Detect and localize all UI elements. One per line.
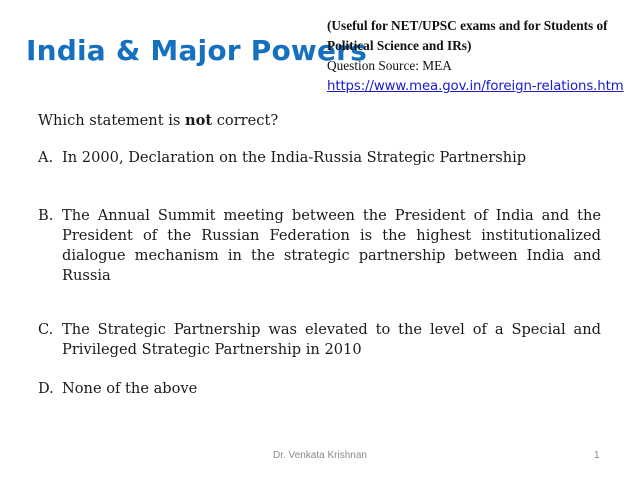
slide-title: India & Major Powers [26, 34, 368, 67]
option-letter: D. [38, 380, 54, 397]
note-usefulness-line2: Political Science and IRs) [327, 38, 472, 53]
option-letter: C. [38, 321, 54, 338]
option-letter: B. [38, 207, 54, 224]
option-text: None of the above [62, 380, 198, 397]
option-c [38, 320, 601, 360]
question-emphasis: not [185, 112, 213, 129]
question-prefix: Which statement is [38, 112, 186, 129]
option-letter: A. [38, 149, 54, 166]
option-a [38, 148, 601, 168]
option-text: The Strategic Partnership was elevated to the level of a Special and Privileged Strategic Partnership in 2010 [62, 321, 601, 358]
note-question-source: Question Source: MEA [327, 58, 452, 73]
question-prompt [38, 112, 278, 129]
question-suffix: correct? [212, 112, 279, 129]
source-note [327, 16, 624, 97]
slide-page-number: 1 [594, 450, 600, 461]
mea-foreign-relations-link[interactable]: https://www.mea.gov.in/foreign-relations.htm [327, 79, 624, 94]
option-text: In 2000, Declaration on the India-Russia Strategic Partnership [62, 149, 527, 166]
option-d [38, 379, 601, 399]
option-b [38, 206, 601, 286]
note-usefulness-line1: (Useful for NET/UPSC exams and for Students of [327, 18, 608, 33]
option-text: The Annual Summit meeting between the President of India and the President of the Russian Federation is the highest institutionalized dialogue mechanism in the strategic partnership between India and Russia [62, 207, 601, 284]
footer-author: Dr. Venkata Krishnan [273, 450, 367, 461]
